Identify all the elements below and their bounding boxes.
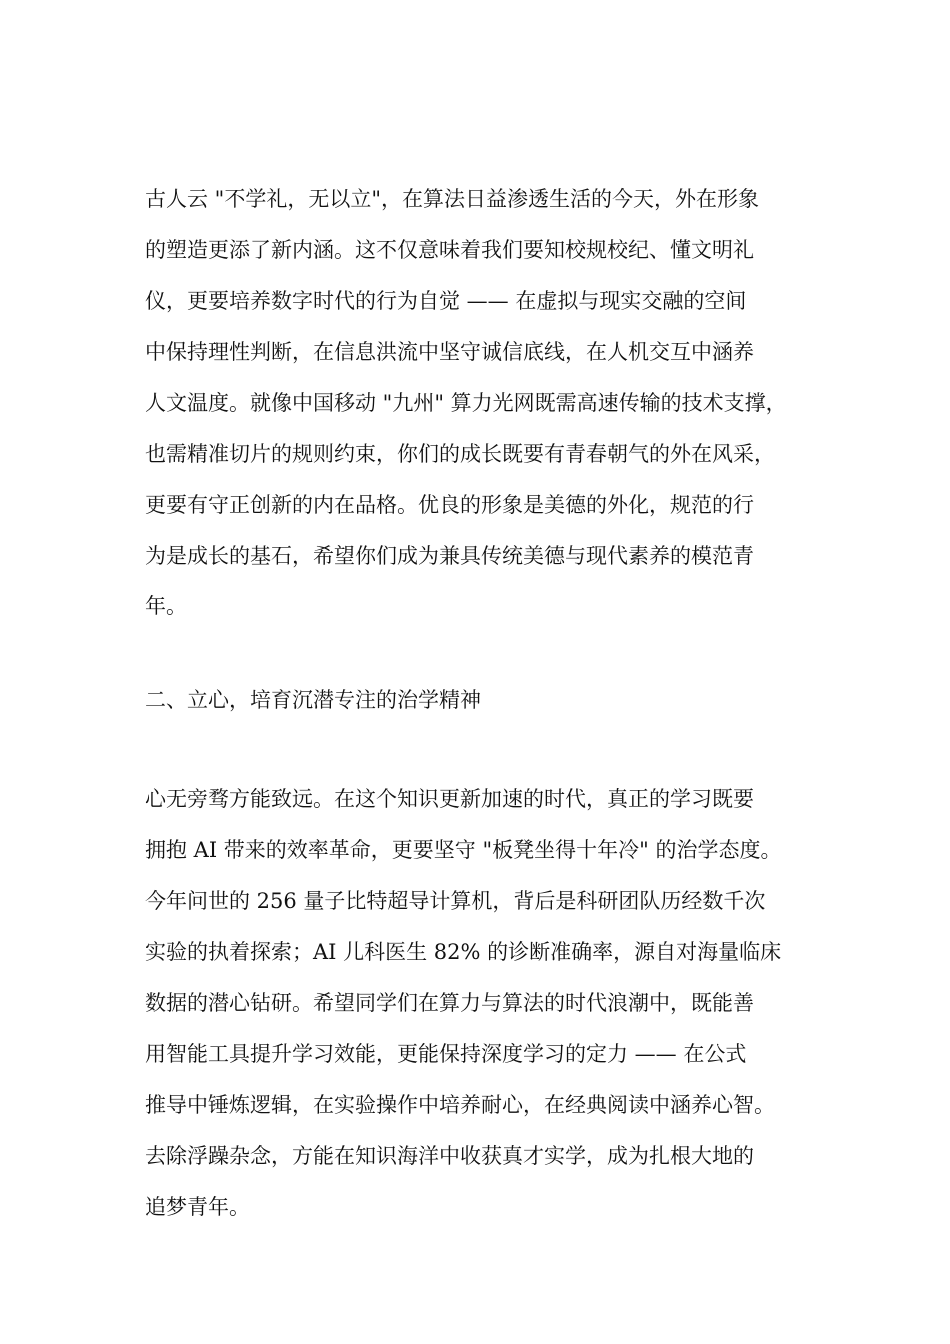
paragraph-1-line-7: 更要有守正创新的内在品格。优良的形象是美德的外化，规范的行 <box>145 493 754 517</box>
paragraph-2-line-8: 去除浮躁杂念，方能在知识海洋中收获真才实学，成为扎根大地的 <box>145 1144 754 1168</box>
paragraph-2-line-3: 今年问世的 256 量子比特超导计算机，背后是科研团队历经数千次 <box>145 889 766 913</box>
paragraph-1-line-6: 也需精准切片的规则约束，你们的成长既要有青春朝气的外在风采， <box>145 442 775 466</box>
paragraph-1-line-9: 年。 <box>145 594 187 618</box>
paragraph-2-line-1: 心无旁骛方能致远。在这个知识更新加速的时代，真正的学习既要 <box>145 787 754 811</box>
paragraph-1-line-3: 仪，更要培养数字时代的行为自觉 —— 在虚拟与现实交融的空间 <box>145 289 747 313</box>
paragraph-1-line-5: 人文温度。就像中国移动 "九州" 算力光网既需高速传输的技术支撑， <box>145 391 787 415</box>
paragraph-1-line-4: 中保持理性判断，在信息洪流中坚守诚信底线，在人机交互中涵养 <box>145 340 754 364</box>
paragraph-1-line-2: 的塑造更添了新内涵。这不仅意味着我们要知校规校纪、懂文明礼 <box>145 238 754 262</box>
paragraph-2-line-9: 追梦青年。 <box>145 1195 250 1219</box>
paragraph-1-line-1: 古人云 "不学礼，无以立"，在算法日益渗透生活的今天，外在形象 <box>145 187 759 211</box>
paragraph-2-line-4: 实验的执着探索；AI 儿科医生 82% 的诊断准确率，源自对海量临床 <box>145 940 782 964</box>
section-heading: 二、立心，培育沉潜专注的治学精神 <box>145 688 481 712</box>
paragraph-2-line-6: 用智能工具提升学习效能，更能保持深度学习的定力 —— 在公式 <box>145 1042 747 1066</box>
paragraph-2-line-2: 拥抱 AI 带来的效率革命，更要坚守 "板凳坐得十年冷" 的治学态度。 <box>145 838 782 862</box>
paragraph-1-line-8: 为是成长的基石，希望你们成为兼具传统美德与现代素养的模范青 <box>145 544 754 568</box>
paragraph-2-line-7: 推导中锤炼逻辑，在实验操作中培养耐心，在经典阅读中涵养心智。 <box>145 1093 775 1117</box>
paragraph-2-line-5: 数据的潜心钻研。希望同学们在算力与算法的时代浪潮中，既能善 <box>145 991 754 1015</box>
